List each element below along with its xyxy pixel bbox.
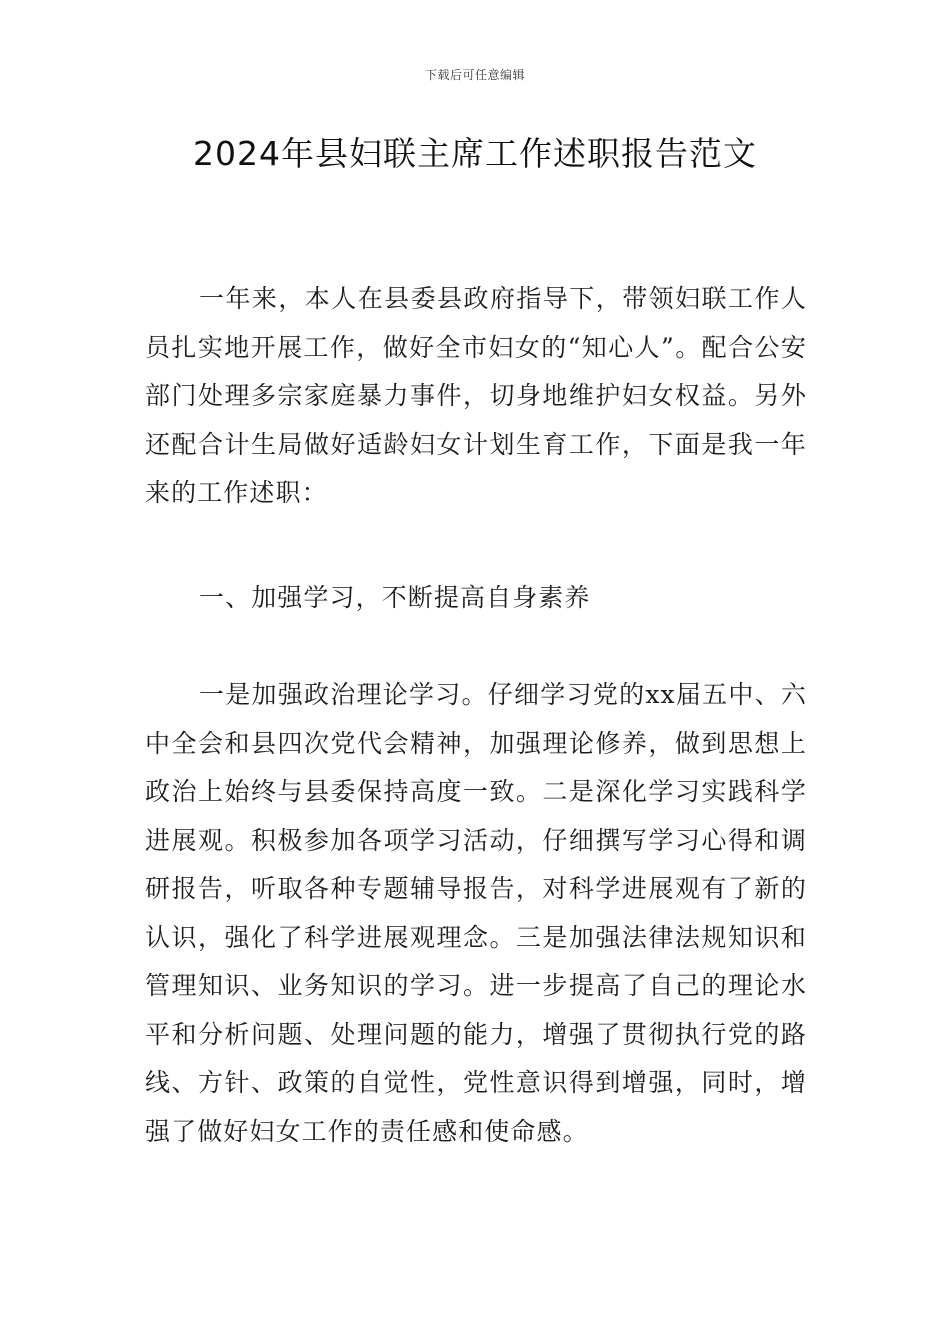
study-paragraph: 一是加强政治理论学习。仔细学习党的xx届五中、六中全会和县四次党代会精神，加强理论修养，做到思想上政治上始终与县委保持高度一致。二是深化学习实践科学进展观。积极参加各项学习活动，仔细撰写学习心得和调研报告，听取各种专题辅导报告，对科学进展观有了新的认识，强化了科学进展观理念。三是加强法律法规知识和管理知识、业务知识的学习。进一步提高了自己的理论水平和分析问题、处理问题的能力，增强了贯彻执行党的路线、方针、政策的自觉性，党性意识得到增强，同时，增强了做好妇女工作的责任感和使命感。 <box>145 680 807 1146</box>
document-title: 2024年县妇联主席工作述职报告范文 <box>193 134 757 173</box>
section-heading-1: 一、加强学习，不断提高自身素养 <box>199 583 591 612</box>
intro-paragraph: 一年来，本人在县委县政府指导下，带领妇联工作人员扎实地开展工作，做好全市妇女的“知心人”。配合公安部门处理多宗家庭暴力事件，切身地维护妇女权益。另外还配合计生局做好适龄妇女计划生育工作，下面是我一年来的工作述职： <box>145 284 807 507</box>
header-edit-note: 下载后可任意编辑 <box>424 68 525 82</box>
